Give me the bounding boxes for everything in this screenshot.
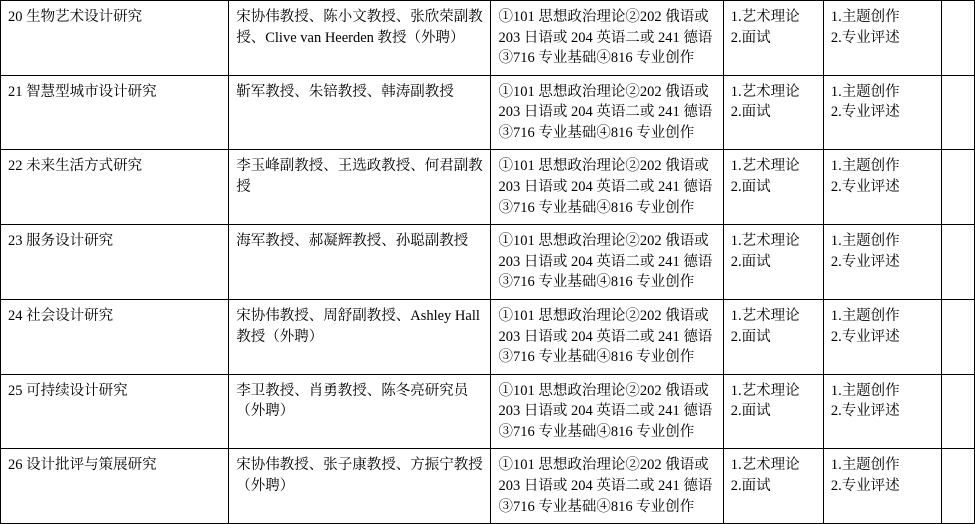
exam-line: ①101 思想政治理论②202 俄语或	[498, 9, 709, 25]
remarks-cell	[941, 1, 974, 76]
additional-line: 1.主题创作	[830, 382, 900, 399]
exam-line: 203 日语或 204 英语二或 241 德语	[498, 104, 713, 121]
advisors-cell: 海军教授、郝凝辉教授、孙聪副教授	[229, 225, 491, 300]
exam-line: 203 日语或 204 英语二或 241 德语	[498, 179, 713, 196]
remarks-cell	[941, 225, 974, 300]
additional-exam-cell	[823, 225, 941, 300]
additional-exam-cell	[823, 1, 941, 76]
additional-line: 1.主题创作	[830, 83, 900, 100]
advisors-cell: 李玉峰副教授、王选政教授、何君副教授	[229, 150, 491, 225]
additional-line: 1.主题创作	[830, 158, 900, 175]
additional-line: 2.专业评述	[830, 179, 900, 196]
entrance-exam-cell	[491, 374, 723, 449]
research-direction-cell: 21 智慧型城市设计研究	[1, 75, 229, 150]
entrance-exam-cell	[491, 150, 723, 225]
additional-line: 1.主题创作	[830, 307, 900, 324]
additional-exam-cell	[823, 299, 941, 374]
retest-subjects-cell	[723, 225, 823, 300]
retest-line: 1.艺术理论	[730, 83, 800, 100]
advisors-cell: 宋协伟教授、陈小文教授、张欣荣副教授、Clive van Heerden 教授（外聘）	[229, 1, 491, 76]
research-direction-cell: 24 社会设计研究	[1, 299, 229, 374]
research-direction-cell: 22 未来生活方式研究	[1, 150, 229, 225]
exam-line: ①101 思想政治理论②202 俄语或	[498, 382, 709, 399]
remarks-cell	[941, 449, 974, 524]
table-row	[1, 449, 975, 524]
additional-exam-cell	[823, 150, 941, 225]
retest-line: 1.艺术理论	[730, 9, 800, 25]
table-row	[1, 299, 975, 374]
additional-line: 2.专业评述	[830, 29, 900, 46]
retest-line: 2.面试	[730, 477, 771, 494]
additional-line: 1.主题创作	[830, 457, 900, 474]
research-direction-cell: 20 生物艺术设计研究	[1, 1, 229, 76]
advisors-cell: 李卫教授、肖勇教授、陈冬亮研究员（外聘）	[229, 374, 491, 449]
exam-line: ①101 思想政治理论②202 俄语或	[498, 457, 709, 474]
table-row	[1, 225, 975, 300]
research-direction-cell: 23 服务设计研究	[1, 225, 229, 300]
exam-line: 203 日语或 204 英语二或 241 德语	[498, 403, 713, 420]
remarks-cell	[941, 299, 974, 374]
exam-line: 203 日语或 204 英语二或 241 德语	[498, 477, 713, 494]
table-body	[1, 1, 975, 524]
additional-line: 1.主题创作	[830, 9, 900, 25]
retest-line: 2.面试	[730, 179, 771, 196]
entrance-exam-cell	[491, 225, 723, 300]
retest-line: 2.面试	[730, 403, 771, 420]
additional-exam-cell	[823, 374, 941, 449]
exam-line: ③716 专业基础④816 专业创作	[498, 50, 695, 67]
exam-line: 203 日语或 204 英语二或 241 德语	[498, 328, 713, 345]
retest-line: 2.面试	[730, 328, 771, 345]
advisors-cell: 宋协伟教授、张子康教授、方振宁教授（外聘）	[229, 449, 491, 524]
exam-line: ③716 专业基础④816 专业创作	[498, 349, 695, 366]
table-row	[1, 374, 975, 449]
table-row	[1, 1, 975, 76]
additional-line: 2.专业评述	[830, 328, 900, 345]
research-direction-cell: 25 可持续设计研究	[1, 374, 229, 449]
retest-line: 1.艺术理论	[730, 307, 800, 324]
exam-line: ①101 思想政治理论②202 俄语或	[498, 158, 709, 175]
research-direction-cell: 26 设计批评与策展研究	[1, 449, 229, 524]
retest-line: 2.面试	[730, 29, 771, 46]
additional-line: 1.主题创作	[830, 233, 900, 250]
exam-line: ③716 专业基础④816 专业创作	[498, 423, 695, 440]
retest-line: 1.艺术理论	[730, 158, 800, 175]
retest-subjects-cell	[723, 1, 823, 76]
additional-line: 2.专业评述	[830, 104, 900, 121]
entrance-exam-cell	[491, 75, 723, 150]
additional-exam-cell	[823, 449, 941, 524]
advisors-cell: 宋协伟教授、周舒副教授、Ashley Hall 教授（外聘）	[229, 299, 491, 374]
retest-subjects-cell	[723, 449, 823, 524]
entrance-exam-cell	[491, 1, 723, 76]
exam-line: ③716 专业基础④816 专业创作	[498, 124, 695, 141]
retest-subjects-cell	[723, 75, 823, 150]
additional-line: 2.专业评述	[830, 477, 900, 494]
retest-subjects-cell	[723, 374, 823, 449]
exam-line: ③716 专业基础④816 专业创作	[498, 498, 695, 515]
remarks-cell	[941, 150, 974, 225]
retest-subjects-cell	[723, 150, 823, 225]
exam-line: ①101 思想政治理论②202 俄语或	[498, 83, 709, 100]
remarks-cell	[941, 374, 974, 449]
table-row	[1, 150, 975, 225]
exam-line: ③716 专业基础④816 专业创作	[498, 199, 695, 216]
table-row	[1, 75, 975, 150]
additional-line: 2.专业评述	[830, 403, 900, 420]
exam-line: ③716 专业基础④816 专业创作	[498, 274, 695, 291]
remarks-cell	[941, 75, 974, 150]
retest-line: 2.面试	[730, 253, 771, 270]
additional-exam-cell	[823, 75, 941, 150]
additional-line: 2.专业评述	[830, 253, 900, 270]
exam-line: ①101 思想政治理论②202 俄语或	[498, 307, 709, 324]
retest-line: 1.艺术理论	[730, 457, 800, 474]
exam-line: 203 日语或 204 英语二或 241 德语	[498, 29, 713, 46]
retest-subjects-cell	[723, 299, 823, 374]
entrance-exam-cell	[491, 449, 723, 524]
retest-line: 2.面试	[730, 104, 771, 121]
entrance-exam-cell	[491, 299, 723, 374]
retest-line: 1.艺术理论	[730, 382, 800, 399]
exam-line: ①101 思想政治理论②202 俄语或	[498, 233, 709, 250]
advisors-cell: 靳军教授、朱锫教授、韩涛副教授	[229, 75, 491, 150]
retest-line: 1.艺术理论	[730, 233, 800, 250]
exam-line: 203 日语或 204 英语二或 241 德语	[498, 253, 713, 270]
